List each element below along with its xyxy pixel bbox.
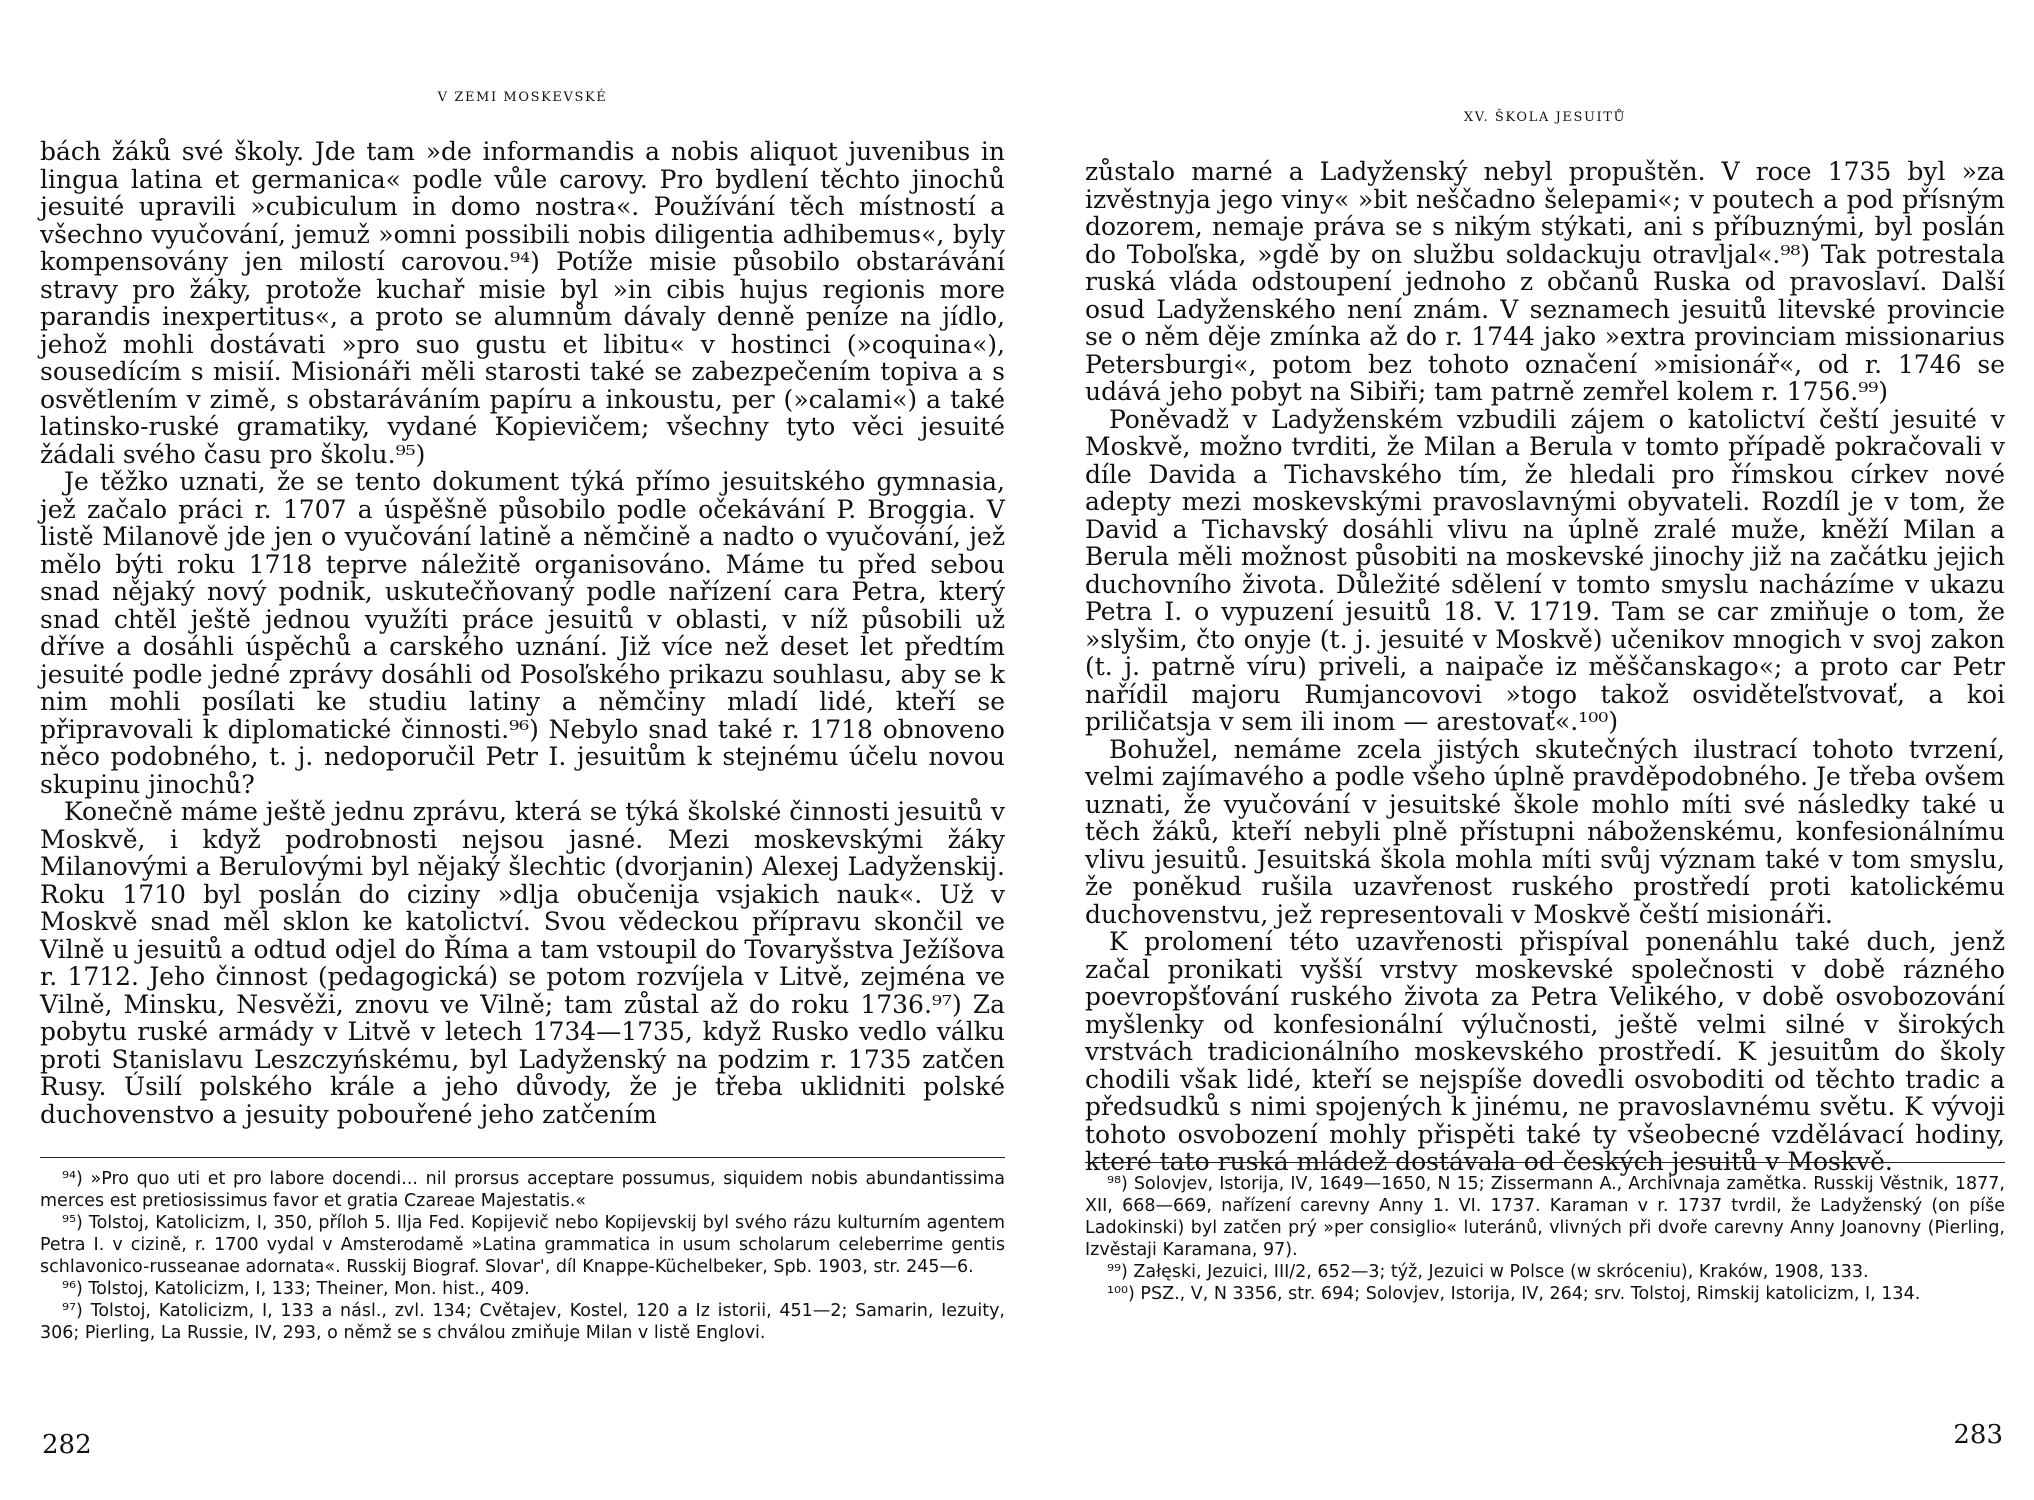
page-number: 283 xyxy=(1953,1420,2003,1450)
left-page xyxy=(40,0,1005,1500)
footnote: ⁹⁵) Tolstoj, Katolicizm, I, 350, příloh 5. Ilja Fed. Kopijevič nebo Kopijevskij byl svého rázu kulturním agentem Petra I. v cizině, r. 1700 vydal v Amsterodamě »Latina grammatica in usum scholarum celeberrime gentis schlavonico-russeanae adornata«. Russkij Biograf. Slovar', díl Knappe-Küchelbeker, Spb. 1903, str. 245—6. xyxy=(40,1213,1005,1277)
paragraph: Konečně máme ještě jednu zprávu, která se týká školské činnosti jesuitů v Moskvě, i když podrobnosti nejsou jasné. Mezi moskevskými žáky Milanovými a Berulovými byl nějaký šlechtic (dvorjanin) Alexej Ladyženskij. Roku 1710 byl poslán do ciziny »dlja obučenija vsjakich nauk«. Už v Moskvě snad měl sklon ke katolictví. Svou vědeckou přípravu skončil ve Vilně u jesuitů a odtud odjel do Říma a tam vstoupil do Tovaryšstva Ježíšova r. 1712. Jeho činnost (pedagogická) se potom rozvíjela v Litvě, zejména ve Vilně, Minsku, Nesvěži, znovu ve Vilně; tam zůstal až do roku 1736.⁹⁷) Za pobytu ruské armády v Litvě v letech 1734—1735, když Rusko vedlo válku proti Stanislavu Leszczyńskému, byl Ladyženský na podzim r. 1735 zatčen Rusy. Úsilí polského krále a jeho důvody, že je třeba uklidniti polské duchovenstvo a jesuity pobouřené jeho zatčením xyxy=(40,797,1005,1129)
footnote: ¹⁰⁰) PSZ., V, N 3356, str. 694; Solovjev, Istorija, IV, 264; srv. Tolstoj, Rimskij katolicizm, I, 134. xyxy=(1107,1284,1921,1304)
paragraph: zůstalo marné a Ladyženský nebyl propuštěn. V roce 1735 byl »za izvěstnyja jego viny« »bit neščadno šelepami«; v poutech a pod přísným dozorem, nemaje práva se s nikým stýkati, ani s příbuznými, byl poslán do Toboľska, »gdě by on službu soldackuju otravljal«.⁹⁸) Tak potrestala ruská vláda odstoupení jednoho z občanů Ruska od pravoslaví. Další osud Ladyženského není znám. V seznamech jesuitů litevské provincie se o něm děje zmínka až do r. 1744 jako »extra provinciam missionarius Petersburgi«, potom bez tohoto označení »misionář«, od r. 1746 se udává jeho pobyt na Sibiři; tam patrně zemřel kolem r. 1756.⁹⁹) xyxy=(1085,157,2005,406)
paragraph: Je těžko uznati, že se tento dokument týká přímo jesuitského gymnasia, jež začalo práci r. 1707 a úspěšně působilo podle očekávání P. Broggia. V listě Milanově jde jen o vyučování latině a němčině a nadto o vyučování, jež mělo býti roku 1718 teprve náležitě organisováno. Máme tu před sebou snad nějaký nový podnik, uskutečňovaný podle nařízení cara Petra, který snad chtěl ještě jednou využíti práce jesuitů v oblasti, v níž působili už dříve a dosáhli úspěchů a carského uznání. Již více než deset let předtím jesuité podle jedné zprávy dosáhli od Posoľského prikazu souhlasu, aby se k nim mohli posílati ke studiu latiny a němčiny mladí lidé, kteří se připravovali k diplomatické činnosti.⁹⁶) Nebylo snad také r. 1718 obnoveno něco podobného, t. j. nedoporučil Petr I. jesuitům k stejnému účelu novou skupinu jinochů? xyxy=(40,467,1005,799)
paragraph: K prolomení této uzavřenosti přispíval ponenáhlu také duch, jenž začal pronikati vyšší vrstvy moskevské společnosti v době rázného poevropšťování ruského života za Petra Velikého, v době osvobozování myšlenky od konfesionální výlučnosti, ještě velmi silné v širokých vrstvách tradicionálního moskevského prostředí. K jesuitům do školy chodili však lidé, kteří se nejspíše dovedli osvoboditi od těchto tradic a předsudků s nimi spojených k jinému, ne pravoslavnému světu. K vývoji tohoto osvobození mohly přispěti také ty všeobecné vzdělávací hodiny, které tato ruská mládež dostávala od českých jesuitů v Moskvě. xyxy=(1085,927,2005,1176)
paragraph: bách žáků své školy. Jde tam »de informandis a nobis aliquot juvenibus in lingua latina et germanica« podle vůle carovy. Pro bydlení těchto jinochů jesuité upravili »cubiculum in domo nostra«. Používání těch místností a všechno vyučování, jemuž »omni possibili nobis diligentia adhibemus«, byly kompensovány jen milostí carovou.⁹⁴) Potíže misie působilo obstarávání stravy pro žáky, protože kuchař misie byl »in cibis hujus regionis more parandis inexpertitus«, a proto se alumnům dávaly denně peníze na jídlo, jehož mohli dostávati »pro suo gustu et libitu« v hostinci (»coquina«), sousedícím s misií. Misionáři měli starosti také se zabezpečením topiva a s osvětlením v zimě, s obstaráváním papíru a inkoustu, per (»calami«) a také latinsko-ruské gramatiky, vydané Kopievičem; všechny tyto věci jesuité žádali svého času pro školu.⁹⁵) xyxy=(40,137,1005,469)
running-head: XV. ŠKOLA JESUITŮ xyxy=(1463,110,1627,125)
footnote: ⁹⁴) »Pro quo uti et pro labore docendi... nil prorsus acceptare possumus, siquidem nobis abundantissima merces est pretiosissimus favor et gratia Czareae Majestatis.« xyxy=(40,1169,1005,1211)
paragraph: Poněvadž v Ladyženském vzbudili zájem o katolictví čeští jesuité v Moskvě, možno tvrditi, že Milan a Berula v tomto případě pokračovali v díle Davida a Tichavského tím, že hledali pro římskou církev nové adepty mezi moskevskými pravoslavnými obyvateli. Rozdíl je v tom, že David a Tichavský dosáhli vlivu na úplně zralé muže, kněží Milan a Berula měli možnost působiti na moskevské jinochy již na začátku jejich duchovního života. Důležité sdělení v tomto smyslu nacházíme v ukazu Petra I. o vypuzení jesuitů 18. V. 1719. Tam se car zmiňuje o tom, že »slyšim, čto onyje (t. j. jesuité v Moskvě) učenikov mnogich v svoj zakon (t. j. patrně víru) priveli, a naipače iz měščanskago«; a proto car Petr nařídil majoru Rumjancovovi »togo takož osviděteľstvovať, a koi prilіčatsja v sem ili inom — arestovať«.¹⁰⁰) xyxy=(1085,404,2005,736)
paragraph: Bohužel, nemáme zcela jistých skutečných ilustrací tohoto tvrzení, velmi zajímavého a podle všeho úplně pravděpodobného. Je třeba ovšem uznati, že vyučování v jesuitské škole mohlo míti své následky také u těch žáků, kteří nebyli plně přístupni náboženskému, konfesionálnímu vlivu jesuitů. Jesuitská škola mohla míti svůj význam také v tom smyslu, že poněkud rušila uzavřenost ruského prostředí proti katolickému duchovenstvu, jež representovali v Moskvě čeští misionáři. xyxy=(1085,734,2005,929)
footnote: ⁹⁶) Tolstoj, Katolicizm, I, 133; Theiner, Mon. hist., 409. xyxy=(62,1279,530,1299)
footnote: ⁹⁷) Tolstoj, Katolicizm, I, 133 a násl., zvl. 134; Cvětajev, Kostel, 120 a Iz istorii, 451—2; Samarin, Iezuity, 306; Pierling, La Russie, IV, 293, o němž se s chválou zmiňuje Milan v listě Englovi. xyxy=(40,1301,1005,1343)
right-page xyxy=(1085,0,2005,1500)
footnote: ⁹⁸) Solovjev, Istorija, IV, 1649—1650, N 15; Zissermann A., Archivnaja zamětka. Russkij Věstnik, 1877, XII, 668—669, nařízení carevny Anny 1. VI. 1737. Karaman v r. 1737 tvrdil, že Ladyženský (on píše Ladokinski) byl zatčen prý »per consiglio« luteránů, vlivných při dvoře carevny Anny Joanovny (Pierling, Izvěstaji Karamana, 97). xyxy=(1085,1174,2005,1260)
footnote-rule xyxy=(40,1157,1005,1158)
footnote: ⁹⁹) Załęski, Jezuici, III/2, 652—3; týž, Jezuici w Polsce (w skróceniu), Kraków, 1908, 133. xyxy=(1107,1262,1869,1282)
footnote-rule xyxy=(1085,1162,2005,1163)
body-text xyxy=(40,138,1005,1128)
footnotes xyxy=(1085,1173,2005,1305)
body-text xyxy=(1085,158,2005,1176)
running-head: V ZEMI MOSKEVSKÉ xyxy=(437,90,608,105)
page-number: 282 xyxy=(42,1430,92,1460)
footnotes xyxy=(40,1168,1005,1344)
